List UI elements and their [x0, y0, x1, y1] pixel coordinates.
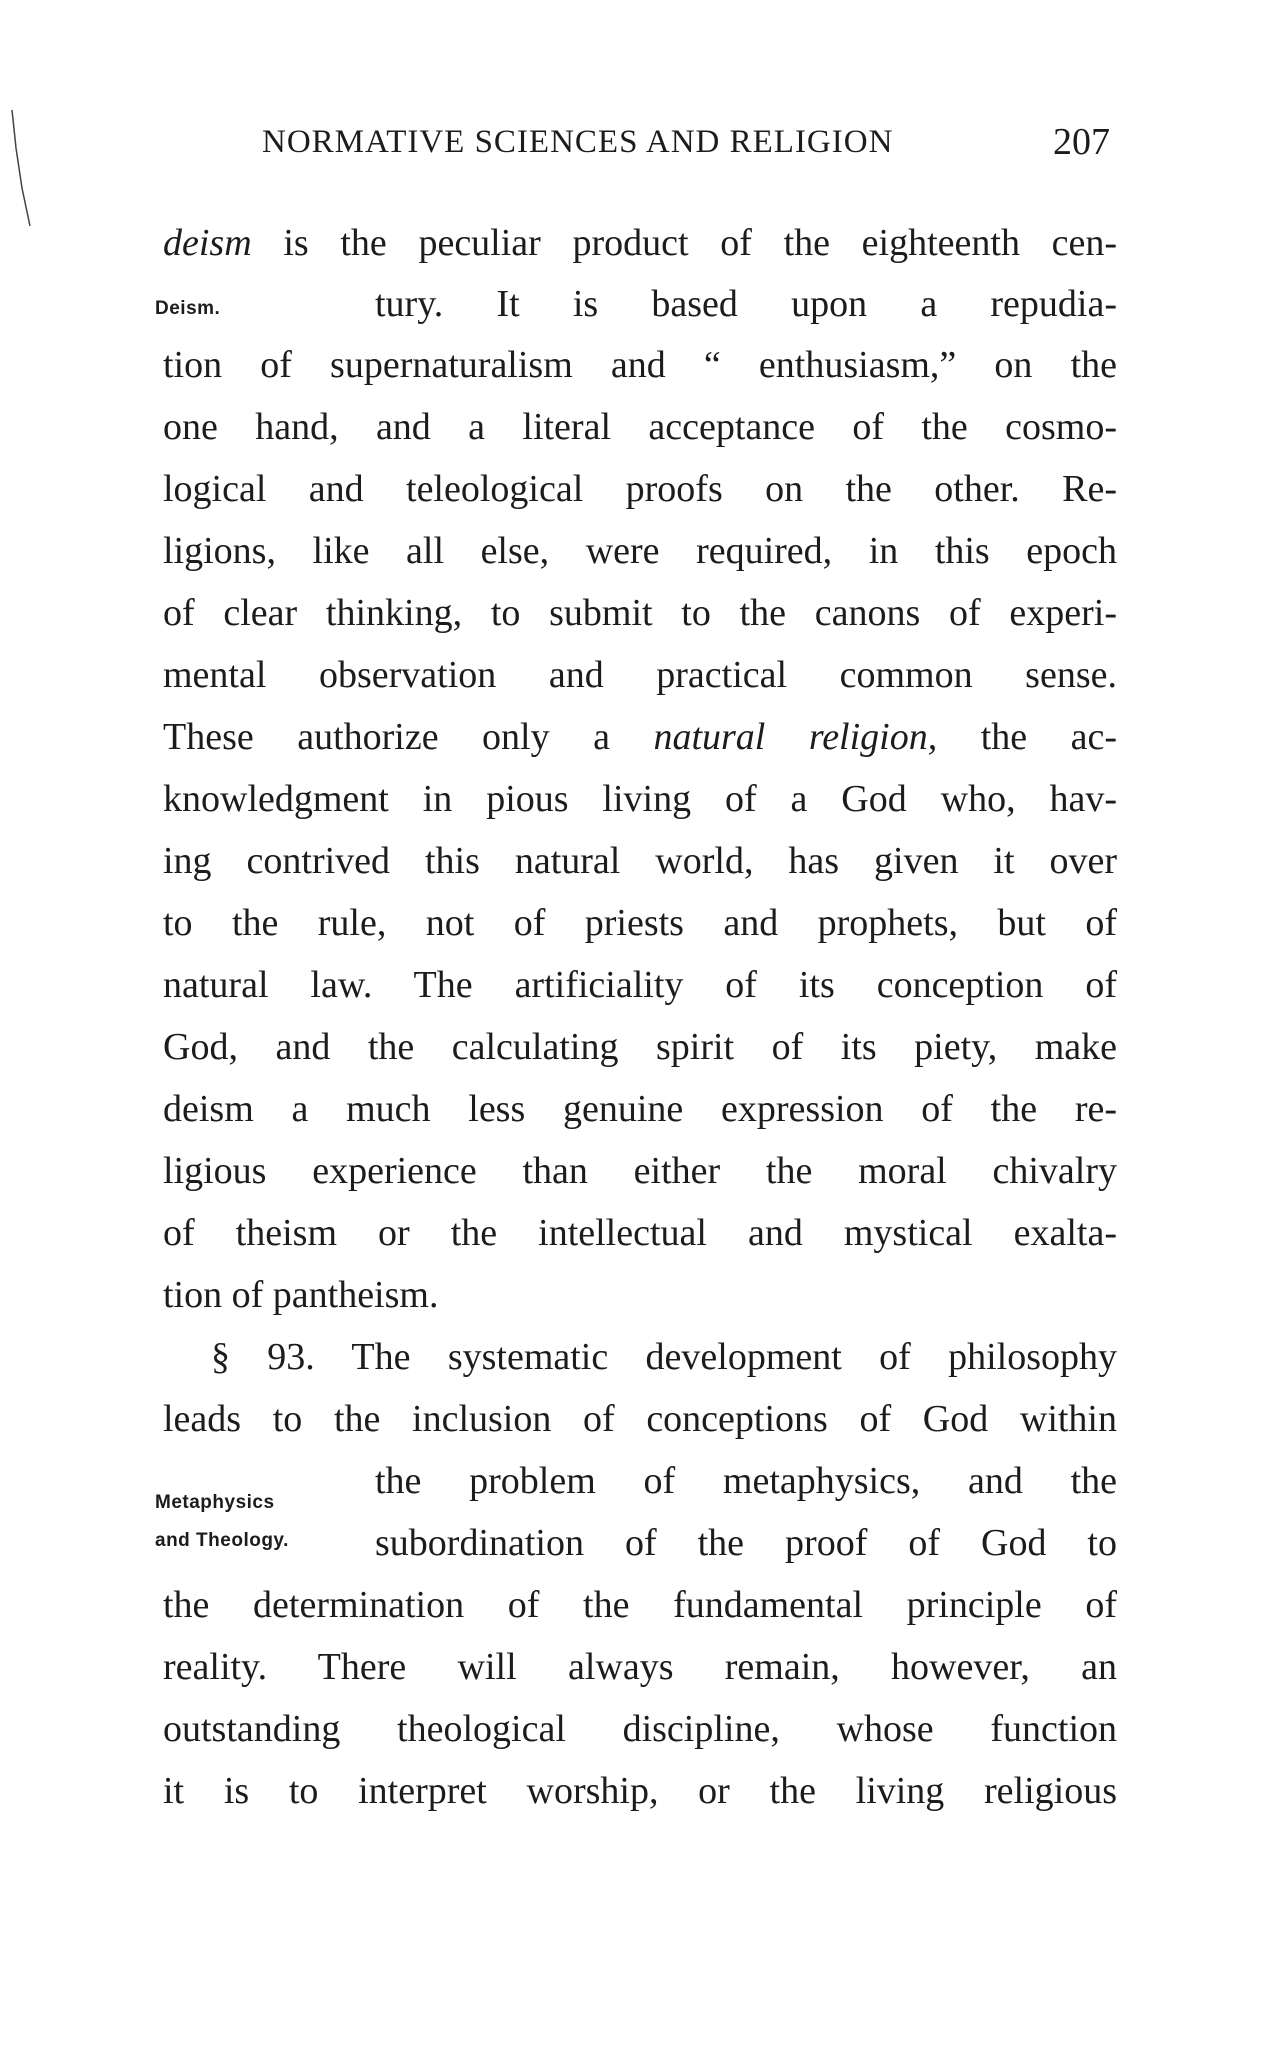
text-line-12: to the rule, not of priests and prophets, but of — [163, 902, 1117, 944]
text-line-9 — [163, 713, 1117, 761]
text-line-16: ligious experience than either the moral chivalry — [163, 1150, 1117, 1192]
page-number: 207 — [1053, 121, 1110, 163]
italic-term-deism: deism — [163, 222, 252, 264]
text-line-20: leads to the inclusion of conceptions of God within — [163, 1398, 1117, 1440]
margin-note-deism: Deism. — [155, 298, 221, 319]
text-line-9-b: the ac- — [937, 716, 1117, 758]
text-line-21: the problem of metaphysics, and the — [375, 1460, 1117, 1502]
text-line-11: ing contrived this natural world, has given it over — [163, 840, 1117, 882]
italic-term-natural-religion: natural religion, — [653, 716, 938, 758]
page-edge-mark — [8, 108, 34, 228]
text-line-2: tury. It is based upon a repudia- — [375, 283, 1117, 325]
margin-note-theology: and Theology. — [155, 1530, 289, 1551]
text-line-17: of theism or the intellectual and mystical exalta- — [163, 1212, 1117, 1254]
text-line-24: reality. There will always remain, however, an — [163, 1646, 1117, 1688]
text-line-3: tion of supernaturalism and “ enthusiasm,” on the — [163, 344, 1117, 386]
text-line-5: logical and teleological proofs on the other. Re- — [163, 468, 1117, 510]
page-header — [262, 121, 1110, 174]
margin-note-metaphysics: Metaphysics — [155, 1492, 275, 1513]
text-line-18: tion of pantheism. — [163, 1274, 439, 1316]
text-line-13: natural law. The artificiality of its conception of — [163, 964, 1117, 1006]
text-line-1 — [163, 219, 1117, 267]
text-line-10: knowledgment in pious living of a God who, hav- — [163, 778, 1117, 820]
text-line-22: subordination of the proof of God to — [375, 1522, 1117, 1564]
text-line-1-rest: is the peculiar product of the eighteenth cen- — [251, 222, 1117, 264]
text-line-15: deism a much less genuine expression of the re- — [163, 1088, 1117, 1130]
text-line-19: § 93. The systematic development of philosophy — [211, 1336, 1117, 1378]
text-line-23: the determination of the fundamental principle of — [163, 1584, 1117, 1626]
text-line-4: one hand, and a literal acceptance of the cosmo- — [163, 406, 1117, 448]
running-head: NORMATIVE SCIENCES AND RELIGION — [262, 124, 894, 160]
text-line-8: mental observation and practical common sense. — [163, 654, 1117, 696]
text-line-14: God, and the calculating spirit of its piety, make — [163, 1026, 1117, 1068]
text-line-25: outstanding theological discipline, whose function — [163, 1708, 1117, 1750]
text-line-7: of clear thinking, to submit to the canons of experi- — [163, 592, 1117, 634]
text-line-26: it is to interpret worship, or the living religious — [163, 1770, 1117, 1812]
text-line-9-a: These authorize only a — [163, 716, 654, 758]
text-line-6: ligions, like all else, were required, in this epoch — [163, 530, 1117, 572]
